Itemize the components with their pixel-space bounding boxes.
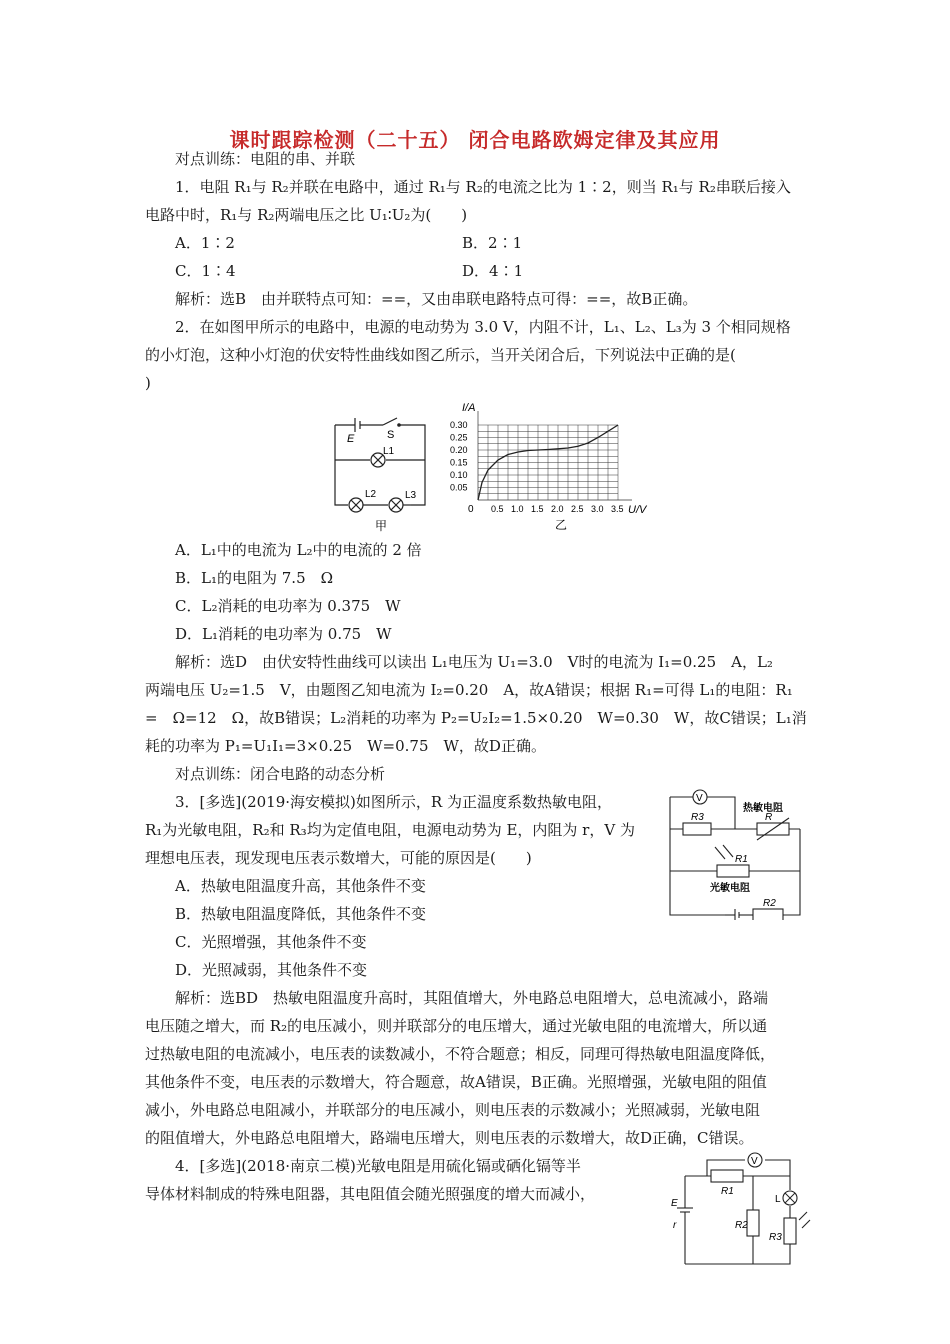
label-photo: 光敏电阻 xyxy=(710,883,750,894)
y-tick-label: 0.10 xyxy=(450,470,468,480)
y-axis-label: I/A xyxy=(462,402,476,414)
q2-option-d: D．L₁消耗的电功率为 0.75 W xyxy=(175,625,392,643)
q3-option-c: C．光照增强，其他条件不变 xyxy=(175,933,367,951)
q3-analysis-line3: 过热敏电阻的电流减小，电压表的读数减小，不符合题意；相反，同理可得热敏电阻温度降低， xyxy=(145,1045,776,1063)
x-tick-label: 1.5 xyxy=(531,504,544,514)
page-title: 课时跟踪检测（二十五） 闭合电路欧姆定律及其应用 xyxy=(229,128,721,152)
label-r3: R3 xyxy=(769,1232,782,1243)
q2-analysis-line2: 两端电压 U₂=1.5 V，由题图乙知电流为 I₂=0.20 A，故A错误；根据 R₁=可得 L₁的电阻：R₁ xyxy=(145,681,793,699)
label-e: E xyxy=(671,1198,678,1209)
label-r3: R3 xyxy=(691,812,704,823)
q1-option-c: C．1∶4 xyxy=(175,262,236,280)
x-tick-label: 2.0 xyxy=(551,504,564,514)
y-tick-label: 0.05 xyxy=(450,482,468,493)
voltmeter-label: V xyxy=(751,1156,758,1167)
y-tick-label: 0.30 xyxy=(450,420,468,430)
q3-circuit-figure xyxy=(665,785,815,920)
label-r: R xyxy=(765,812,773,823)
q4-stem-line1: 4．[多选](2018·南京二模)光敏电阻是用硫化镉或硒化镉等半 xyxy=(175,1157,581,1175)
circuit-figure-jia xyxy=(325,410,435,535)
label-r1: R1 xyxy=(735,854,748,865)
q3-analysis-line6: 的阻值增大，外电路总电阻增大，路端电压增大，则电压表的示数增大，故D正确，C错误。 xyxy=(145,1129,754,1147)
label-thermal: 热敏电阻 xyxy=(743,803,783,814)
label-r2: R2 xyxy=(735,1220,748,1231)
q2-stem-line2: 的小灯泡，这种小灯泡的伏安特性曲线如图乙所示，当开关闭合后，下列说法中正确的是( xyxy=(145,346,736,364)
y-tick-label: 0.25 xyxy=(450,432,468,443)
section-heading: 对点训练：闭合电路的动态分析 xyxy=(175,765,386,783)
voltmeter-label: V xyxy=(696,793,703,804)
y-tick-label: 0.20 xyxy=(450,445,468,455)
q1-option-a: A．1∶2 xyxy=(175,234,235,252)
q2-stem-line3: ) xyxy=(145,374,151,392)
q1-stem-line2: 电路中时，R₁与 R₂两端电压之比 U₁∶U₂为( ) xyxy=(145,206,468,224)
q2-analysis-line3: = Ω=12 Ω，故B错误；L₂消耗的功率为 P₂=U₂I₂=1.5×0.20 W=0.30 W，故C错误；L₁消 xyxy=(145,709,807,727)
q1-option-d: D．4∶1 xyxy=(462,262,524,280)
q4-circuit-figure xyxy=(665,1148,815,1268)
x-tick-label: 3.5 xyxy=(611,504,624,514)
q4-stem-line2: 导体材料制成的特殊电阻器，其电阻值会随光照强度的增大而减小， xyxy=(145,1185,596,1203)
q2-analysis-line4: 耗的功率为 P₁=U₁I₁=3×0.25 W=0.75 W，故D正确。 xyxy=(145,737,546,755)
q3-option-a: A．热敏电阻温度升高，其他条件不变 xyxy=(175,877,426,895)
iv-curve-chart xyxy=(440,395,665,535)
label-s: S xyxy=(387,429,395,441)
q1-stem-line1: 1．电阻 R₁与 R₂并联在电路中，通过 R₁与 R₂的电流之比为 1∶2，则当 R₁与 R₂串联后接入 xyxy=(175,178,791,196)
x-tick-label: 2.5 xyxy=(571,504,584,514)
label-e: E xyxy=(347,433,355,445)
q3-stem-line3: 理想电压表，现发现电压表示数增大，可能的原因是( ) xyxy=(145,849,532,867)
q2-option-c: C．L₂消耗的电功率为 0.375 W xyxy=(175,597,401,615)
q3-analysis-line1: 解析：选BD 热敏电阻温度升高时，其阻值增大，外电路总电阻增大，总电流减小，路端 xyxy=(175,989,769,1007)
q2-option-b: B．L₁的电阻为 7.5 Ω xyxy=(175,569,334,587)
label-l2: L2 xyxy=(365,489,377,500)
x-tick-label: 0.5 xyxy=(491,504,504,514)
x-tick-label: 3.0 xyxy=(591,504,604,514)
q3-analysis-line5: 减小，外电路总电阻减小，并联部分的电压减小，则电压表的示数减小；光照减弱，光敏电阻 xyxy=(145,1101,761,1119)
label-l3: L3 xyxy=(405,490,417,501)
label-r2: R2 xyxy=(763,898,776,909)
q1-option-b: B．2∶1 xyxy=(462,234,523,252)
label-r1: R1 xyxy=(721,1186,734,1197)
q3-option-b: B．热敏电阻温度降低，其他条件不变 xyxy=(175,905,427,923)
q2-stem-line1: 2．在如图甲所示的电路中，电源的电动势为 3.0 V，内阻不计，L₁、L₂、L₃为 3 个相同规格 xyxy=(175,318,791,336)
caption-yi: 乙 xyxy=(555,518,568,532)
label-l: L xyxy=(775,1194,781,1205)
q2-analysis-line1: 解析：选D 由伏安特性曲线可以读出 L₁电压为 U₁=3.0 V时的电流为 I₁=0.25 A，L₂ xyxy=(175,653,773,671)
section-heading: 对点训练：电阻的串、并联 xyxy=(175,150,356,168)
label-l1: L1 xyxy=(383,446,395,457)
q3-stem-line1: 3．[多选](2019·海安模拟)如图所示，R 为正温度系数热敏电阻， xyxy=(175,793,612,811)
y-tick-label: 0.15 xyxy=(450,457,468,468)
x-tick-label: 1.0 xyxy=(511,504,524,514)
label-r-internal: r xyxy=(673,1220,677,1231)
caption-jia: 甲 xyxy=(375,519,388,533)
q2-option-a: A．L₁中的电流为 L₂中的电流的 2 倍 xyxy=(175,541,422,559)
x-axis-label: U/V xyxy=(628,504,647,516)
q3-stem-line2: R₁为光敏电阻，R₂和 R₃均为定值电阻，电源电动势为 E，内阻为 r，V 为 xyxy=(145,821,635,839)
origin-label: 0 xyxy=(468,504,474,515)
q3-analysis-line2: 电压随之增大，而 R₂的电压减小，则并联部分的电压增大，通过光敏电阻的电流增大，所以通 xyxy=(145,1017,768,1035)
q3-analysis-line4: 其他条件不变，电压表的示数增大，符合题意，故A错误，B正确。光照增强，光敏电阻的阻值 xyxy=(145,1073,767,1091)
q3-option-d: D．光照减弱，其他条件不变 xyxy=(175,961,368,979)
q1-analysis: 解析：选B 由并联特点可知：==，又由串联电路特点可得：==，故B正确。 xyxy=(175,290,698,308)
